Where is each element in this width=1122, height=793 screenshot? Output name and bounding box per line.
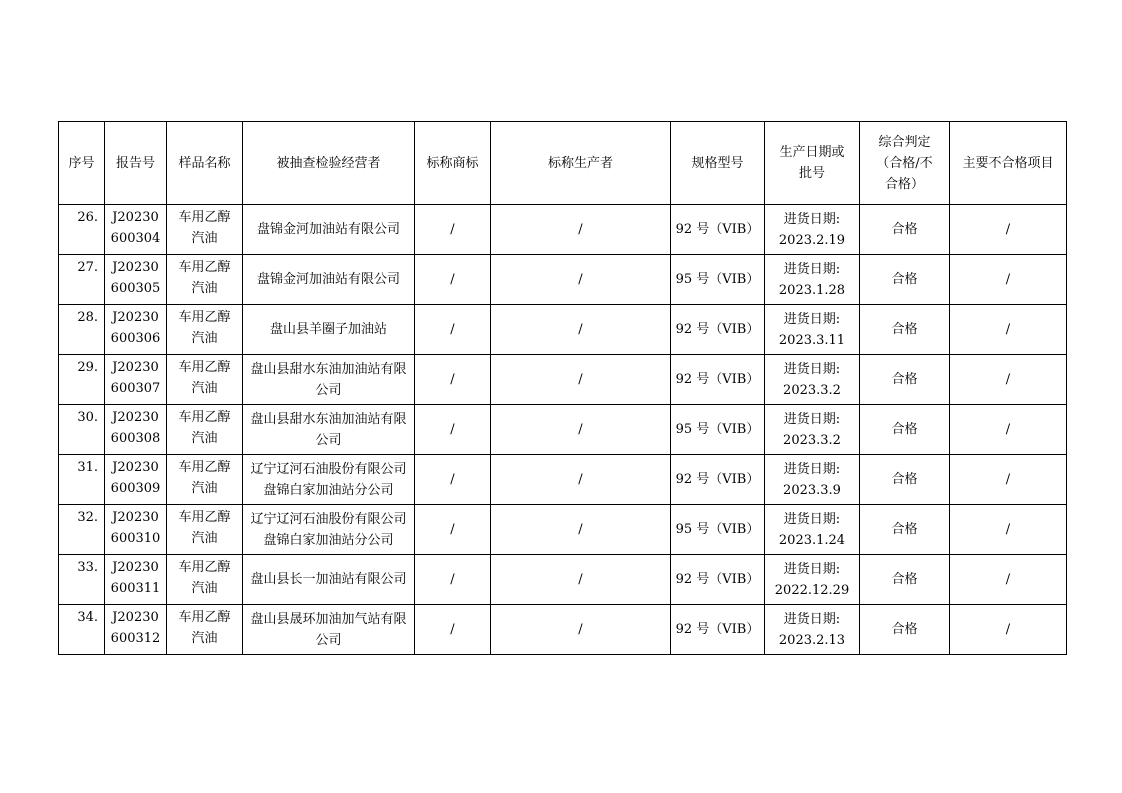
cell-seq: 34.: [59, 605, 105, 655]
cell-operator: 盘锦金河加油站有限公司: [243, 205, 415, 255]
cell-trademark: /: [415, 405, 491, 455]
cell-manufacturer: /: [491, 505, 671, 555]
cell-sample-name: [167, 355, 243, 405]
report-no-line1: J20230: [112, 510, 159, 525]
report-no-line1: J20230: [112, 210, 159, 225]
date-label: 进货日期:: [783, 411, 841, 427]
report-no-line1: J20230: [112, 460, 159, 475]
header-date-line2: 批号: [798, 166, 825, 181]
table-row: [59, 505, 1067, 555]
sample-line1: 车用乙醇: [178, 310, 231, 325]
cell-spec: 92 号（VIB）: [671, 605, 765, 655]
cell-manufacturer: /: [491, 355, 671, 405]
cell-report-no: [105, 605, 167, 655]
cell-seq: 32.: [59, 505, 105, 555]
report-no-line2: 600304: [110, 231, 161, 246]
cell-operator: 盘山县长一加油站有限公司: [243, 555, 415, 605]
report-no-line1: J20230: [112, 260, 159, 275]
sample-line2: 汽油: [191, 581, 218, 596]
cell-sample-name: [167, 455, 243, 505]
header-sample-name: 样品名称: [167, 122, 243, 205]
cell-fail-items: /: [950, 555, 1067, 605]
cell-production-date: [765, 605, 860, 655]
cell-report-no: [105, 405, 167, 455]
header-spec: 规格型号: [671, 122, 765, 205]
cell-fail-items: /: [950, 505, 1067, 555]
cell-verdict: 合格: [860, 405, 950, 455]
cell-trademark: /: [415, 305, 491, 355]
sample-line1: 车用乙醇: [178, 510, 231, 525]
table-header-row: [59, 122, 1067, 205]
cell-trademark: /: [415, 355, 491, 405]
sample-line2: 汽油: [191, 531, 218, 546]
cell-verdict: 合格: [860, 555, 950, 605]
header-trademark: 标称商标: [415, 122, 491, 205]
date-label: 进货日期:: [783, 211, 841, 227]
report-no-line2: 600308: [110, 431, 161, 446]
date-value: 2023.3.9: [783, 482, 841, 498]
header-verdict-line1: 综合判定: [878, 134, 931, 150]
cell-production-date: [765, 305, 860, 355]
cell-trademark: /: [415, 605, 491, 655]
cell-verdict: 合格: [860, 505, 950, 555]
cell-sample-name: [167, 505, 243, 555]
cell-operator: 盘山县晟环加油加气站有限公司: [243, 605, 415, 655]
cell-sample-name: [167, 305, 243, 355]
sample-line1: 车用乙醇: [178, 410, 231, 425]
report-no-line1: J20230: [112, 610, 159, 625]
cell-seq: 27.: [59, 255, 105, 305]
sample-line1: 车用乙醇: [178, 460, 231, 475]
cell-operator: 辽宁辽河石油股份有限公司盘锦白家加油站分公司: [243, 455, 415, 505]
cell-production-date: [765, 405, 860, 455]
cell-trademark: /: [415, 255, 491, 305]
date-value: 2022.12.29: [774, 582, 850, 598]
cell-seq: 33.: [59, 555, 105, 605]
table-row: [59, 405, 1067, 455]
cell-operator: 盘山县羊圈子加油站: [243, 305, 415, 355]
cell-manufacturer: /: [491, 205, 671, 255]
inspection-results-table: [58, 121, 1067, 655]
header-manufacturer: 标称生产者: [491, 122, 671, 205]
date-value: 2023.3.2: [783, 382, 841, 398]
cell-trademark: /: [415, 455, 491, 505]
cell-operator: 盘山县甜水东油加油站有限公司: [243, 355, 415, 405]
cell-report-no: [105, 355, 167, 405]
date-value: 2023.3.2: [783, 432, 841, 448]
cell-manufacturer: /: [491, 305, 671, 355]
cell-report-no: [105, 255, 167, 305]
sample-line2: 汽油: [191, 631, 218, 646]
cell-sample-name: [167, 255, 243, 305]
sample-line2: 汽油: [191, 231, 218, 246]
cell-verdict: 合格: [860, 605, 950, 655]
sample-line1: 车用乙醇: [178, 260, 231, 275]
cell-trademark: /: [415, 505, 491, 555]
cell-fail-items: /: [950, 205, 1067, 255]
header-date-line1: 生产日期或: [779, 145, 845, 160]
sample-line2: 汽油: [191, 281, 218, 296]
header-seq: 序号: [59, 122, 105, 205]
cell-verdict: 合格: [860, 455, 950, 505]
date-label: 进货日期:: [783, 611, 841, 627]
cell-manufacturer: /: [491, 255, 671, 305]
report-no-line2: 600305: [110, 281, 161, 296]
cell-verdict: 合格: [860, 305, 950, 355]
cell-fail-items: /: [950, 605, 1067, 655]
date-value: 2023.2.19: [778, 232, 846, 248]
header-fail-items: 主要不合格项目: [950, 122, 1067, 205]
cell-report-no: [105, 555, 167, 605]
cell-fail-items: /: [950, 455, 1067, 505]
sample-line1: 车用乙醇: [178, 360, 231, 375]
header-verdict-line3: 合格）: [884, 176, 924, 192]
cell-report-no: [105, 505, 167, 555]
sample-line2: 汽油: [191, 481, 218, 496]
table-row: [59, 255, 1067, 305]
cell-spec: 92 号（VIB）: [671, 555, 765, 605]
sample-line2: 汽油: [191, 381, 218, 396]
cell-seq: 29.: [59, 355, 105, 405]
cell-operator: 辽宁辽河石油股份有限公司盘锦白家加油站分公司: [243, 505, 415, 555]
date-label: 进货日期:: [783, 311, 841, 327]
cell-production-date: [765, 555, 860, 605]
cell-manufacturer: /: [491, 455, 671, 505]
cell-operator: 盘锦金河加油站有限公司: [243, 255, 415, 305]
cell-verdict: 合格: [860, 355, 950, 405]
cell-manufacturer: /: [491, 555, 671, 605]
cell-sample-name: [167, 405, 243, 455]
cell-production-date: [765, 455, 860, 505]
cell-production-date: [765, 505, 860, 555]
report-no-line1: J20230: [112, 360, 159, 375]
cell-production-date: [765, 205, 860, 255]
report-no-line2: 600309: [110, 481, 161, 496]
report-no-line2: 600312: [110, 631, 161, 646]
date-value: 2023.3.11: [778, 332, 846, 348]
report-no-line2: 600311: [110, 581, 161, 596]
sample-line2: 汽油: [191, 331, 218, 346]
table-row: [59, 305, 1067, 355]
date-label: 进货日期:: [783, 261, 841, 277]
date-label: 进货日期:: [783, 511, 841, 527]
sample-line1: 车用乙醇: [178, 610, 231, 625]
header-production-date: [765, 122, 860, 205]
report-no-line1: J20230: [112, 410, 159, 425]
cell-seq: 28.: [59, 305, 105, 355]
date-value: 2023.1.24: [778, 532, 846, 548]
cell-production-date: [765, 255, 860, 305]
report-no-line2: 600307: [110, 381, 161, 396]
report-no-line2: 600310: [110, 531, 161, 546]
cell-report-no: [105, 305, 167, 355]
sample-line2: 汽油: [191, 431, 218, 446]
report-no-line1: J20230: [112, 310, 159, 325]
cell-operator: 盘山县甜水东油加油站有限公司: [243, 405, 415, 455]
header-verdict-line2: （合格/不: [876, 155, 933, 171]
cell-seq: 26.: [59, 205, 105, 255]
cell-fail-items: /: [950, 355, 1067, 405]
date-value: 2023.2.13: [778, 632, 846, 648]
sample-line1: 车用乙醇: [178, 560, 231, 575]
date-label: 进货日期:: [783, 461, 841, 477]
date-label: 进货日期:: [783, 361, 841, 377]
cell-seq: 31.: [59, 455, 105, 505]
cell-manufacturer: /: [491, 605, 671, 655]
cell-sample-name: [167, 605, 243, 655]
cell-verdict: 合格: [860, 205, 950, 255]
cell-manufacturer: /: [491, 405, 671, 455]
table-row: [59, 605, 1067, 655]
cell-fail-items: /: [950, 255, 1067, 305]
header-verdict: [860, 122, 950, 205]
header-report-no: 报告号: [105, 122, 167, 205]
cell-trademark: /: [415, 205, 491, 255]
table-row: [59, 205, 1067, 255]
table-row: [59, 455, 1067, 505]
table-body: [59, 205, 1067, 655]
header-operator: 被抽查检验经营者: [243, 122, 415, 205]
table-row: [59, 355, 1067, 405]
cell-spec: 92 号（VIB）: [671, 355, 765, 405]
cell-spec: 92 号（VIB）: [671, 205, 765, 255]
cell-verdict: 合格: [860, 255, 950, 305]
cell-report-no: [105, 455, 167, 505]
date-value: 2023.1.28: [778, 282, 846, 298]
cell-report-no: [105, 205, 167, 255]
table-row: [59, 555, 1067, 605]
report-no-line2: 600306: [110, 331, 161, 346]
cell-spec: 92 号（VIB）: [671, 305, 765, 355]
cell-spec: 92 号（VIB）: [671, 455, 765, 505]
cell-fail-items: /: [950, 405, 1067, 455]
cell-spec: 95 号（VIB）: [671, 255, 765, 305]
cell-spec: 95 号（VIB）: [671, 405, 765, 455]
sample-line1: 车用乙醇: [178, 210, 231, 225]
cell-sample-name: [167, 555, 243, 605]
report-no-line1: J20230: [112, 560, 159, 575]
cell-production-date: [765, 355, 860, 405]
date-label: 进货日期:: [783, 561, 841, 577]
cell-fail-items: /: [950, 305, 1067, 355]
cell-spec: 95 号（VIB）: [671, 505, 765, 555]
cell-trademark: /: [415, 555, 491, 605]
cell-seq: 30.: [59, 405, 105, 455]
cell-sample-name: [167, 205, 243, 255]
